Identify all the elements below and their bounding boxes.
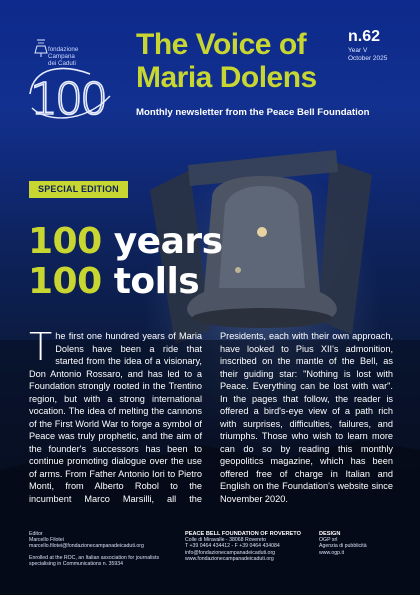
headline (28, 222, 288, 302)
headline-line1-word: years (101, 221, 223, 262)
foundation-name-line2: Campana (48, 53, 75, 60)
editor-email-link[interactable]: marcello.filotei@fondazionecampanadeicaduti.org (29, 543, 144, 550)
foundation-heading: PEACE BELL FOUNDATION OF ROVERETO (185, 531, 301, 537)
article-text: he first one hundred years of Maria Dolens have been a ride that started from the idea of a visionary, Don Antonio Rossaro, and has led to a Foundation strongly rooted in the Trentino region, but with a strong international vocation. The idea of melting the cannons of the First World War to forge a symbol of Peace was truly prophetic, and the aim of the founder's successors has been to continue promoting dialogue over the use of arms. From Father Antonio Iori to Pietro Monti, from Alberto Robol to the incumbent Marco Marsilli, all the Presidents, each with their own approach, have looked to Pius XII's admonition, inscribed on the mantle of the Bell, as their guiding star: "Nothing is lost with Peace. Everything can be lost with war". In the pages that follow, the reader is offered a bird's-eye view of a path rich with surprises, difficulties, failures, and triumphs. Those who wish to learn more can do so by reading this monthly geopolitics magazine, which has been offered free of charge in Italian and English on the Foundation's website since November 2020. (29, 331, 393, 504)
foundation-name (48, 46, 108, 67)
design-web-link[interactable]: www.ogp.it (319, 549, 345, 556)
drop-cap: T (29, 325, 53, 369)
issue-info (348, 28, 408, 63)
masthead-title-line1: The Voice of (136, 28, 307, 61)
footer-design (319, 531, 399, 556)
issue-date: October 2025 (348, 55, 388, 62)
foundation-address: Colle di Miravalle - 38068 Rovereto (185, 537, 267, 544)
foundation-email-link[interactable]: info@fondazionecampanadeicaduti.org (185, 549, 276, 556)
design-heading: DESIGN (319, 531, 341, 537)
foundation-phone: T +39 0464 434412 - F +39 0464 434084 (185, 543, 280, 550)
foundation-name-line1: fondazione (48, 46, 79, 53)
foundation-web-link[interactable]: www.fondazionecampanadeicaduti.org (185, 555, 274, 562)
footer-editor (29, 531, 174, 567)
anniversary-number: 100 (30, 74, 105, 125)
editor-heading: Editor (29, 531, 43, 537)
headline-line1-number: 100 (28, 221, 102, 262)
issue-year: Year V (348, 47, 368, 54)
design-role: Agenzia di pubblicità (319, 543, 367, 550)
headline-line1 (28, 222, 288, 262)
masthead-title-line2: Maria Dolens (136, 61, 317, 94)
editor-name: Marcello Filotei (29, 537, 64, 544)
masthead-title (136, 28, 336, 94)
footer (29, 531, 399, 591)
design-name: OGP srl (319, 537, 338, 544)
editor-note: Enrolled at the ROC, an Italian association for journalists specialising in Communications n. 35934 (29, 554, 160, 567)
article-paragraph (29, 325, 393, 505)
headline-line2-number: 100 (28, 261, 102, 302)
article-body (29, 325, 393, 530)
special-edition-badge: SPECIAL EDITION (29, 181, 128, 198)
headline-line2 (28, 262, 288, 302)
issue-number: n.62 (348, 28, 381, 45)
tagline: Monthly newsletter from the Peace Bell Foundation (136, 107, 370, 118)
headline-line2-word: tolls (101, 261, 200, 302)
foundation-name-line3: dei Caduti (48, 60, 76, 67)
footer-foundation (185, 531, 310, 562)
